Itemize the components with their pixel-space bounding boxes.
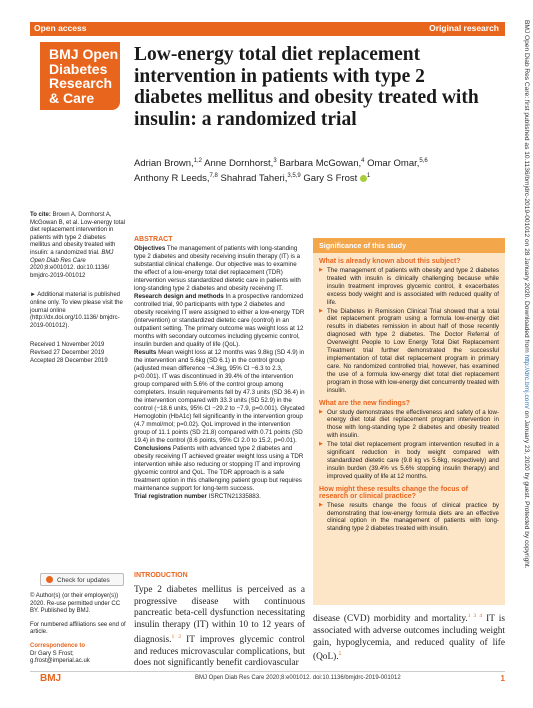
text: IT is associated with adverse outcomes including weight gain, hypoglycemia, and reduced quality of life (QoL). [313,614,505,663]
author: Adrian Brown, [134,158,194,170]
abstract-trial [134,493,305,501]
author: Omar Omar, [364,158,420,170]
header-bar [30,22,505,36]
vertical-notice [523,20,530,700]
intro-text [134,585,305,670]
author: Gary S Frost [300,173,360,185]
abstract-methods [134,293,305,349]
received-date: Received 1 November 2019 [30,342,105,349]
author-affil: 5,6 [419,158,428,164]
list-item: ▶ These results change the focus of clinical practice by demonstrating that low-energy formula diets are an effective clinical option in the management of patients with long-standing type 2 diabetes treated with insulin. [319,502,499,534]
label: Trial registration number [134,493,207,500]
ref[interactable]: 1 2 [171,633,182,640]
author: Shahrad Taheri, [217,173,288,185]
orcid-icon[interactable] [360,175,367,182]
additional-material[interactable]: ► Additional material is published online only. To view please visit the journal online (http://dx.doi.org/10.1136/ bmjdrc-2019-001012). [30,292,123,329]
article-type-label: Original research [429,23,499,33]
cite-text: Brown A, Dornhorst A, McGowan B, et al. Low-energy total diet replacement intervention in patients with type 2 diabetes mellitus and obesity treated with insulin: a randomized trial. [30,212,126,256]
label: Research design and methods [134,293,224,300]
text: The management of patients with long-standing type 2 diabetes and obesity receiving insulin therapy (IT) is a substantial clinical challenge. Our objective was to examine the effect of a low-energy total diet replacement (TDR) intervention versus standardized dietetic care in patients with long-standing type 2 diabetes and obesity receiving IT. [134,245,301,292]
ref[interactable]: 5 [338,651,342,658]
text: IT improves glycemic control and reduces microvascular complications, but does not significantly benefit cardiovascular [134,634,305,669]
author-affil: 3,5,9 [287,173,301,180]
text: Mean weight loss at 12 months was 9.8kg (SD 4.9) in the intervention and 5.6kg (SD 6.1) in the control group (adjusted mean difference −4.3kg, 95% CI −6.3 to 2.3, p<0.001). IT was discontinued in 39.4% of the intervention group compared with 5.6% of the control group among completers. Insulin requirements fell by 47.3 units (SD 36.4) in the intervention compared with 33.3 units (SD 52.9) in the control (−18.6 units, 95% CI −29.2 to −7.9, p=0.001). Glycated Hemoglobin (HbA1c) fell significantly in the intervention group (4.7 mmol/mol; p=0.02). QoL improved in the intervention group of 11.1 points (SD 21.8) compared with 0.71 points (SD 19.4) in the control (8.6 points, 95% CI 2.0 to 15.2, p=0.01). [134,349,305,444]
journal-logo [40,42,120,110]
author-affil: 1 [366,173,371,180]
cite-label: To cite: [30,212,51,218]
label: Results [134,349,157,356]
correspondence-email[interactable]: g.frost@imperial.ac.uk [30,658,90,665]
bmj-logo: BMJ [40,673,62,684]
significance-heading: Significance of this study [313,238,505,253]
check-for-updates-button[interactable] [40,573,124,586]
list-item: ▶ The total diet replacement program intervention resulted in a significant reduction in body weight compared with standardized dietetic care (9.8 kg vs 5.6kg, respectively) and insulin burden (39.4% vs 5.6% stopping insulin therapy) and improved quality of life at 12 months. [319,441,499,481]
sidebar [30,212,126,365]
text: In a prospective randomized controlled trial, 90 participants with type 2 diabetes and obesity receiving IT were assigned to either a low-energy TDR (intervention) or standardized dietetic care (control) in an outpatient setting. The primary outcome was weight loss at 12 months with secondary outcomes including glycemic control, insulin burden and quality of life (QoL). [134,293,305,348]
abstract-results [134,349,305,445]
ref[interactable]: 1 3 4 [467,613,483,619]
logo-line-1: BMJ Open [49,46,119,62]
abstract [134,236,305,501]
significance-box [313,238,505,605]
article-title: Low-energy total diet replacement intervention in patients with type 2 diabetes mellitus and obesity treated with insulin: a randomized trial [134,44,479,130]
abstract-heading: ABSTRACT [134,236,173,243]
body-text-right [313,611,505,664]
question-3: How might these results change the focus of research or clinical practice? [319,485,468,500]
label: Objectives [134,245,166,252]
author-affil: 1,2 [193,158,203,164]
sidebar-lower [30,593,126,666]
logo-line-2: Diabetes [49,60,108,77]
author-affil: 7,8 [209,173,218,180]
page-number: 1 [500,674,505,683]
author: Anne Dornhorst, [202,158,274,170]
check-updates-label: Check for updates [57,577,110,584]
footer-citation: BMJ Open Diab Res Care 2020;8:e001012. doi:10.1136/bmjdrc-2019-001012 [195,675,401,681]
text: Type 2 diabetes mellitus is perceived as a progressive disease with continuous pancreatic beta-cell dysfunction necessitating insulin therapy (IT) within 10 to 12 years of diagnosis. [134,585,305,645]
author: Barbara McGowan, [276,158,362,170]
logo-line-3: Research [49,75,113,91]
text: Patients with advanced type 2 diabetes and obesity receiving IT achieved greater weight loss using a TDR intervention while also reducing or stopping IT and improving glycemic control and QoL. The TDR approach is a safe treatment option in this challenging patient group but requires maintenance support for long-term success. [134,445,304,492]
text: on January 23, 2020 by guest. Protected by copyright. [523,408,530,569]
citation-block [30,212,126,280]
label: Conclusions [134,445,172,452]
cite-ref: 2020;8:e001012. doi:10.1136/ bmjdrc-2019-001012 [30,265,110,279]
abstract-conclusions [134,445,305,493]
footer-divider [30,671,505,672]
revised-date: Revised 27 December 2019 [30,349,105,356]
intro-heading: INTRODUCTION [134,572,188,579]
correspondence-name: Dr Gary S Frost; [30,650,74,657]
copyright: © Author(s) (or their employer(s)) 2020. Re-use permitted under CC BY. Published by BMJ. [30,593,121,615]
text: disease (CVD) morbidity and mortality. [313,614,468,625]
footer [30,673,505,687]
question-1: What is already known about this subject? [319,258,461,265]
author: Anthony R Leeds, [134,173,210,185]
open-access-label: Open access [34,23,87,33]
author-affil: 4 [361,158,365,164]
list-item: ▶ The Diabetes in Remission Clinical Trial showed that a total diet replacement program using a formula low-energy diet results in diabetes remission in about half of those recently diagnosed with type 2 diabetes. The Doctor Referral of Overweight People to Low Energy Total Diet Replacement Treatment trial further demonstrated the successful implementation of total diet replacement program in primary care. No randomized controlled trial, however, has examined the use of a formula low-energy diet total diet replacement program in those with low-energy diet concurrently treated with insulin. [319,308,499,395]
list-item: ▶ The management of patients with obesity and type 2 diabetes treated with insulin is clinically challenging because while insulin treatment improves glycemic control, it exacerbates excess body weight and is associated with reduced quality of life. [319,267,499,307]
text: BMJ Open Diab Res Care: first published as 10.1136/bmjdrc-2019-001012 on 28 January 2020. Downloaded from [523,20,530,355]
journal-link[interactable]: http://drc.bmj.com/ [523,354,530,409]
author-list [134,155,494,185]
text: ISRCTN21335883. [206,493,261,500]
logo-line-4: & Care [49,89,95,106]
cite-journal: BMJ Open Diab Res Care [30,249,114,264]
accepted-date: Accepted 28 December 2019 [30,357,108,364]
author-affil: 3 [273,158,277,164]
question-2: What are the new findings? [319,399,411,407]
correspondence-label: Correspondence to [30,642,86,649]
abstract-objectives [134,245,305,293]
update-icon [46,576,53,583]
list-item: ▶ Our study demonstrates the effectiveness and safety of a low-energy diet total diet replacement program intervention in those with long-standing type 2 diabetes and obesity treated with insulin. [319,409,499,441]
affiliations-note: For numbered affiliations see end of article. [30,621,126,636]
